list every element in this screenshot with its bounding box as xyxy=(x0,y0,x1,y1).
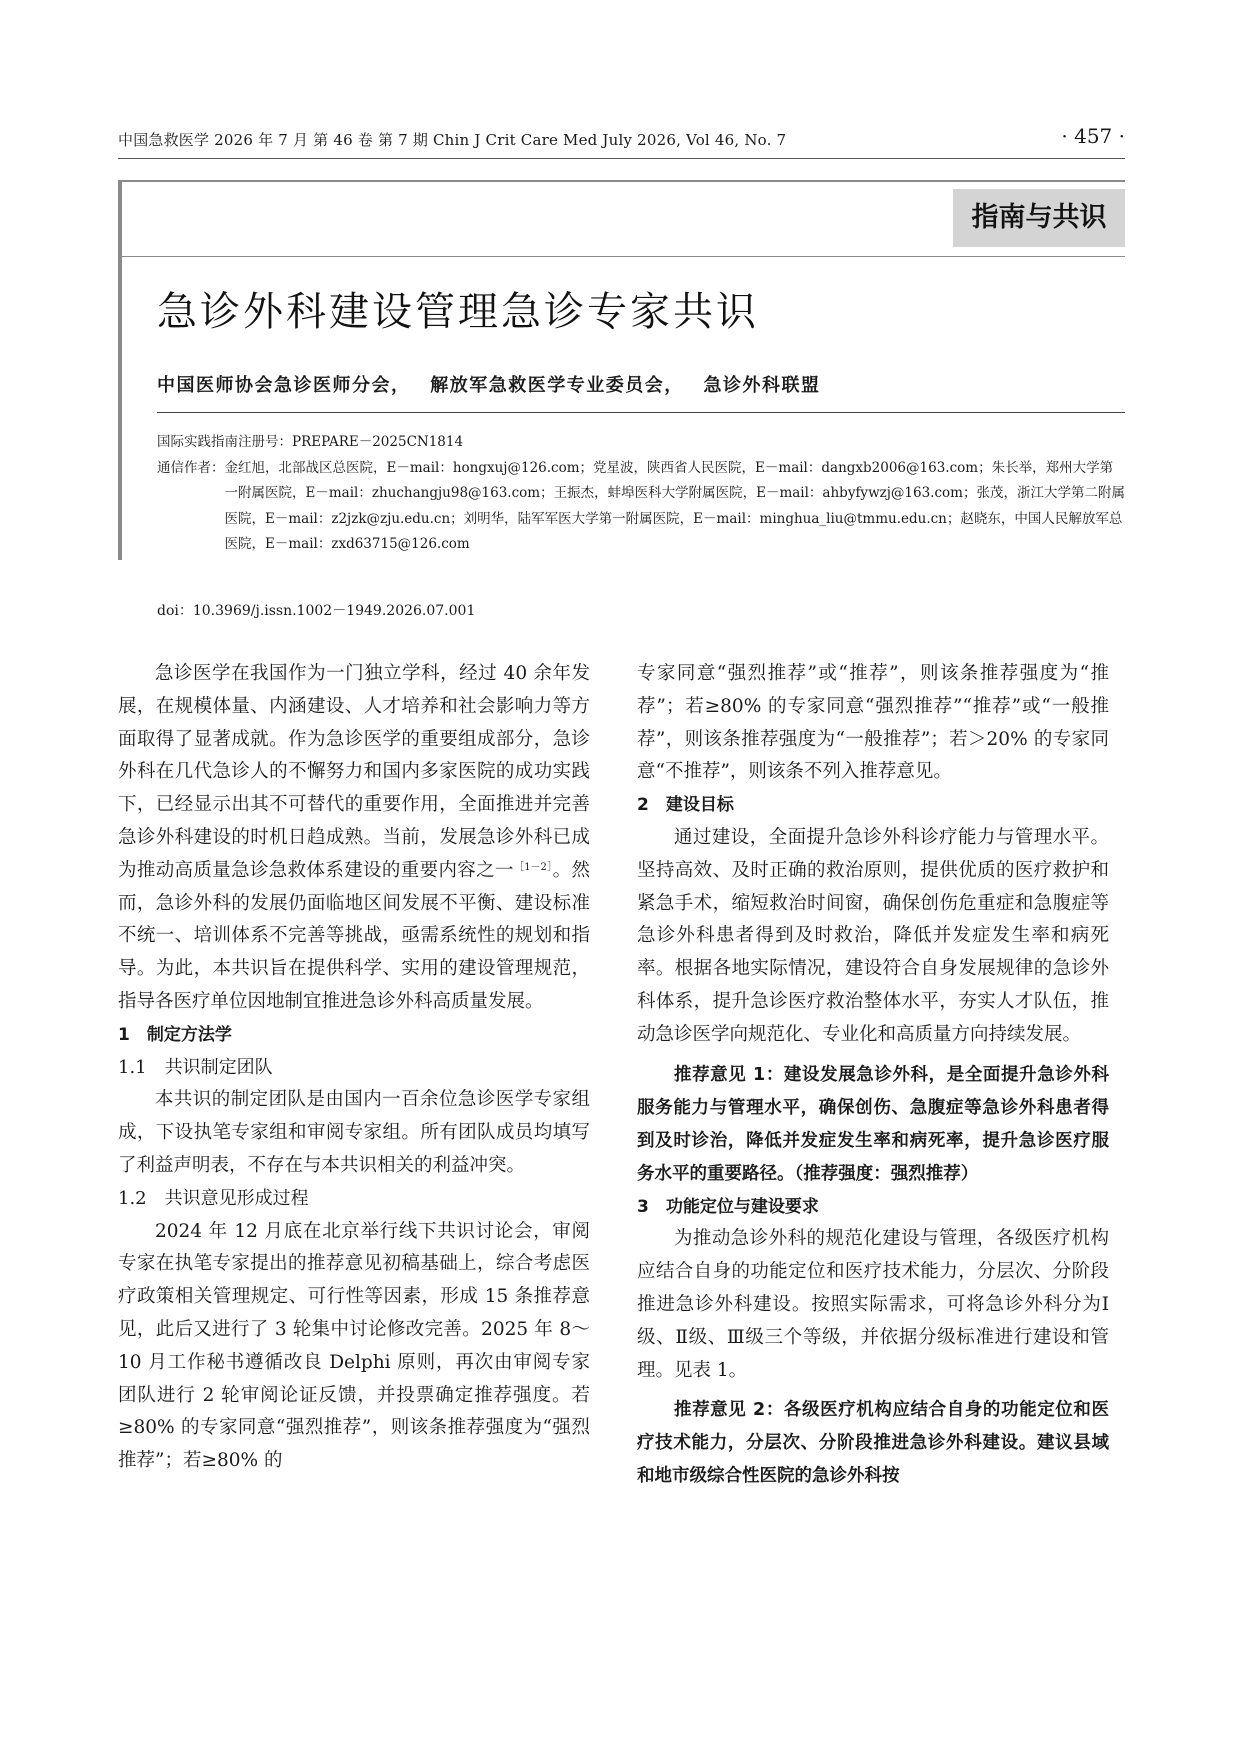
intro-text-b: 。然而，急诊外科的发展仍面临地区间发展不平衡、建设标准不统一、培训体系不完善等挑战，亟需系统性的规划和指导。为此，本共识旨在提供科学、实用的建设管理规范，指导各医疗单位因地制宜推进急诊外科高质量发展。 xyxy=(118,859,590,1012)
section-1-heading: 1 制定方法学 xyxy=(118,1024,232,1045)
title-top-rule xyxy=(118,180,1125,182)
header-rule xyxy=(118,158,1125,159)
correspondence-block xyxy=(157,456,1125,558)
left-column xyxy=(118,658,590,1478)
section-1-1-text: 本共识的制定团队是由国内一百余位急诊医学专家组成，下设执笔专家组和审阅专家组。所有团队成员均填写了利益声明表，不存在与本共识相关的利益冲突。 xyxy=(118,1089,590,1176)
section-1-1-heading: 1.1 共识制定团队 xyxy=(118,1056,273,1078)
section-1-2-heading: 1.2 共识意见形成过程 xyxy=(118,1187,309,1209)
journal-header: 中国急救医学 2026 年 7 月 第 46 卷 第 7 期 Chin J Crit Care Med July 2026, Vol 46, No. 7 xyxy=(118,131,787,149)
section-1-2-text: 2024 年 12 月底在北京举行线下共识讨论会，审阅专家在执笔专家提出的推荐意见初稿基础上，综合考虑医疗政策相关管理规定、可行性等因素，形成 15 条推荐意见，此后又进行了 3 轮集中讨论修改完善。2025 年 8～10 月工作秘书遵循改良 Delphi 原则，再次由审阅专家团队进行 2 轮审阅论证反馈，并投票确定推荐强度。若≥80% 的专家同意“强烈推荐”，则该条推荐强度为“强烈推荐”；若≥80% 的 xyxy=(118,1220,590,1472)
registration-number: 国际实践指南注册号：PREPARE－2025CN1814 xyxy=(157,434,464,450)
article-authors: 中国医师协会急诊医师分会， 解放军急救医学专业委员会， 急诊外科联盟 xyxy=(157,375,821,396)
recommendation-2: 推荐意见 2：各级医疗机构应结合自身的功能定位和医疗技术能力，分层次、分阶段推进急诊外科建设。建议县域和地市级综合性医院的急诊外科按 xyxy=(637,1400,1109,1487)
section-tag: 指南与共识 xyxy=(953,189,1125,247)
intro-paragraph xyxy=(118,658,590,1019)
section-3-heading: 3 功能定位与建设要求 xyxy=(637,1196,819,1217)
section-2-heading: 2 建设目标 xyxy=(637,795,734,816)
page-number: · 457 · xyxy=(1061,124,1125,148)
section-2-text: 通过建设，全面提升急诊外科诊疗能力与管理水平。坚持高效、及时正确的救治原则，提供优质的医疗救护和紧急手术，缩短救治时间窗，确保创伤危重症和急腹症等急诊外科患者得到及时救治，降低并发症发生率和病死率。根据各地实际情况，建设符合自身发展规律的急诊外科体系，提升急诊医疗救治整体水平，夯实人才队伍，推动急诊医学向规范化、专业化和高质量方向持续发展。 xyxy=(637,826,1109,1045)
title-side-bar xyxy=(118,180,122,560)
doi: doi：10.3969/j.issn.1002－1949.2026.07.001 xyxy=(157,603,476,619)
article-info xyxy=(157,430,1125,558)
title-bottom-rule xyxy=(118,256,1125,257)
correspondence-label: 通信作者： xyxy=(157,459,225,476)
article-title: 急诊外科建设管理急诊专家共识 xyxy=(157,289,759,335)
section-1-2-continued: 专家同意“强烈推荐”或“推荐”，则该条推荐强度为“推荐”；若≥80% 的专家同意“强烈推荐”“推荐”或“一般推荐”，则该条推荐强度为“一般推荐”；若＞20% 的专家同意“不推荐”，则该条不列入推荐意见。 xyxy=(637,663,1109,783)
recommendation-1: 推荐意见 1：建设发展急诊外科，是全面提升急诊外科服务能力与管理水平，确保创伤、急腹症等急诊外科患者得到及时诊治，降低并发症发生率和病死率，提升急诊医疗服务水平的重要路径。（推荐强度：强烈推荐） xyxy=(637,1064,1109,1184)
citation-ref[interactable]: ［1－2］ xyxy=(513,861,553,873)
info-rule xyxy=(157,412,1125,413)
intro-text-a: 急诊医学在我国作为一门独立学科，经过 40 余年发展，在规模体量、内涵建设、人才培养和社会影响力等方面取得了显著成就。作为急诊医学的重要组成部分，急诊外科在几代急诊人的不懈努力和国内多家医院的成功实践下，已经显示出其不可替代的重要作用，全面推进并完善急诊外科建设的时机日趋成熟。当前，发展急诊外科已成为推动高质量急诊急救体系建设的重要内容之一 xyxy=(118,663,590,881)
correspondence-text: 金红旭，北部战区总医院，E－mail：hongxuj@126.com；党星波，陕西省人民医院，E－mail：dangxb2006@163.com；朱长举，郑州大学第一附属医院，E－mail：zhuchangju98@163.com；王振杰，蚌埠医科大学附属医院，E－mail：ahbyfywzj@163.com；张茂，浙江大学第二附属医院，E－mail：z2jzk@zju.edu.cn；刘明华，陆军军医大学第一附属医院，E－mail：minghua_liu@tmmu.edu.cn；赵晓东，中国人民解放军总医院，E－mail：zxd63715@126.com xyxy=(224,459,1125,552)
right-column xyxy=(637,658,1109,1493)
section-3-text: 为推动急诊外科的规范化建设与管理，各级医疗机构应结合自身的功能定位和医疗技术能力，分层次、分阶段推进急诊外科建设。按照实际需求，可将急诊外科分为Ⅰ级、Ⅱ级、Ⅲ级三个等级，并依据分级标准进行建设和管理。见表 1。 xyxy=(637,1228,1109,1381)
